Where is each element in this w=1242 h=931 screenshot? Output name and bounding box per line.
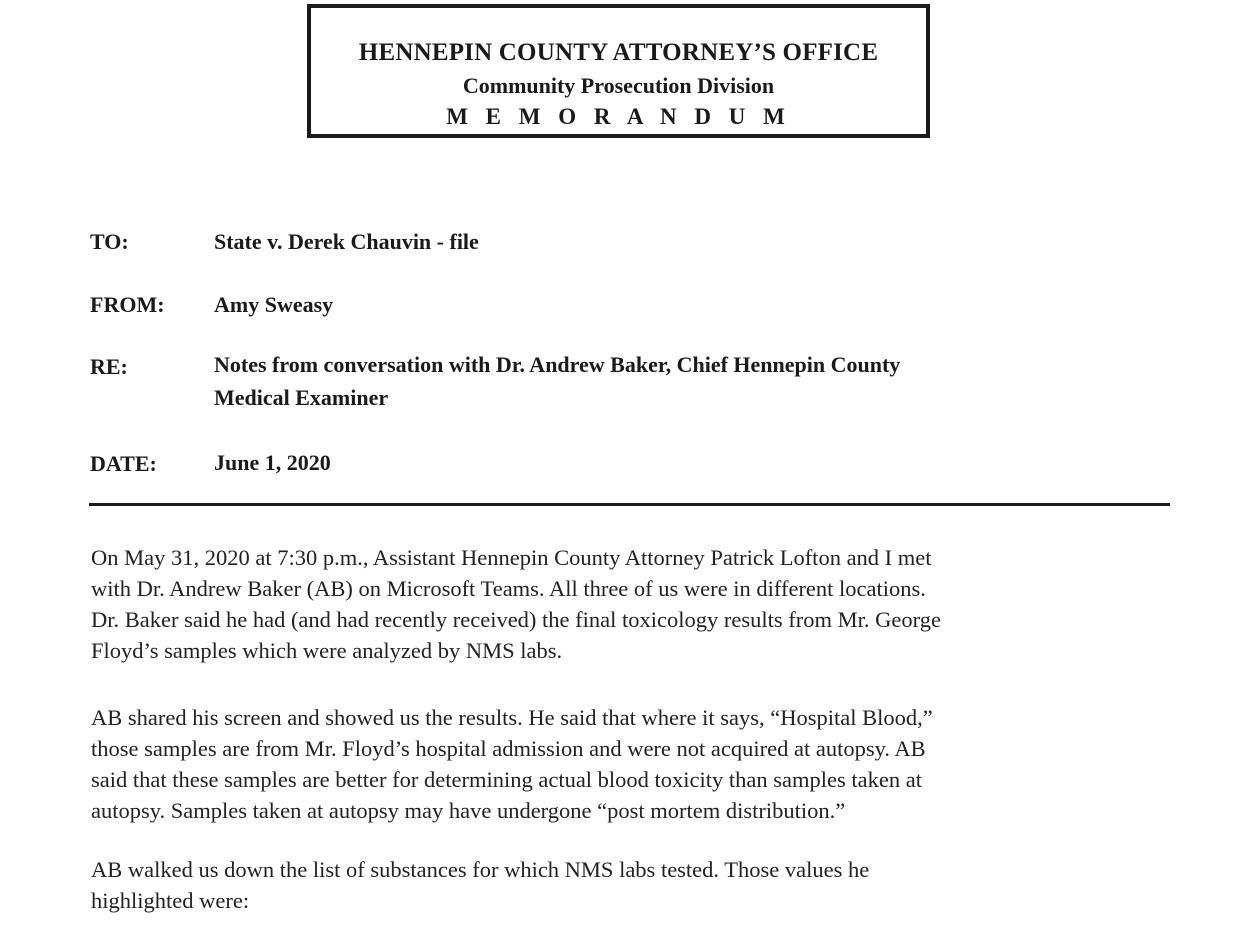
- date-value: June 1, 2020: [214, 450, 331, 475]
- from-value: Amy Sweasy: [214, 292, 334, 317]
- paragraph-3: [91, 854, 1191, 916]
- to-value: State v. Derek Chauvin - file: [214, 229, 479, 254]
- paragraph-1-line: On May 31, 2020 at 7:30 p.m., Assistant Hennepin County Attorney Patrick Lofton and I met: [91, 545, 932, 570]
- paragraph-3-line: highlighted were:: [91, 888, 250, 913]
- date-label: DATE:: [90, 451, 157, 476]
- office-name: HENNEPIN COUNTY ATTORNEY’S OFFICE: [358, 39, 879, 66]
- paragraph-1: [91, 542, 1191, 666]
- re-value-line-2: Medical Examiner: [214, 385, 389, 410]
- paragraph-1-line: with Dr. Andrew Baker (AB) on Microsoft Teams. All three of us were in different locations.: [91, 576, 926, 601]
- from-label: FROM:: [90, 292, 165, 317]
- paragraph-2-line: AB shared his screen and showed us the results. He said that where it says, “Hospital Blood,”: [91, 705, 933, 730]
- paragraph-3-line: AB walked us down the list of substances for which NMS labs tested. Those values he: [91, 857, 870, 882]
- to-label: TO:: [90, 229, 129, 254]
- document-type: M E M O R A N D U M: [446, 104, 791, 129]
- paragraph-1-line: Floyd’s samples which were analyzed by NMS labs.: [91, 638, 563, 663]
- memo-header-box: [307, 4, 930, 138]
- re-value-line-1: Notes from conversation with Dr. Andrew Baker, Chief Hennepin County: [214, 352, 901, 377]
- paragraph-2-line: those samples are from Mr. Floyd’s hospital admission and were not acquired at autopsy. AB: [91, 736, 926, 761]
- re-label: RE:: [90, 354, 128, 379]
- paragraph-2-line: said that these samples are better for determining actual blood toxicity than samples taken at: [91, 767, 922, 792]
- paragraph-2: [91, 702, 1191, 826]
- division-name: Community Prosecution Division: [462, 73, 775, 98]
- re-value: [214, 348, 900, 414]
- paragraph-1-line: Dr. Baker said he had (and had recently received) the final toxicology results from Mr. George: [91, 607, 941, 632]
- paragraph-2-line: autopsy. Samples taken at autopsy may have undergone “post mortem distribution.”: [91, 798, 846, 823]
- header-divider: [89, 503, 1170, 506]
